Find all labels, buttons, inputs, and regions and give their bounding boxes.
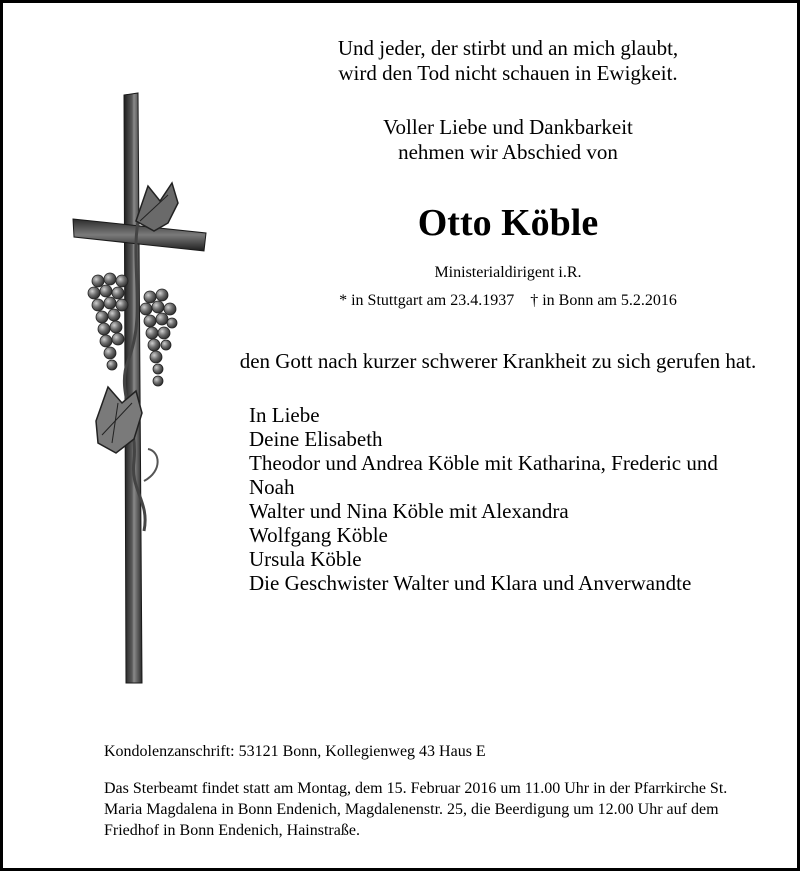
family-line: Noah — [249, 475, 295, 499]
family-line: Walter und Nina Köble mit Alexandra — [249, 499, 569, 523]
family-line: Wolfgang Köble — [249, 523, 388, 547]
deceased-title: Ministerialdirigent i.R. — [434, 264, 582, 281]
family-line: In Liebe — [249, 403, 320, 427]
verse-line-1: Und jeder, der stirbt und an mich glaubt, — [337, 36, 679, 60]
deceased-name: Otto Köble — [417, 202, 599, 244]
verse-line-2: wird den Tod nicht schauen in Ewigkeit. — [338, 61, 678, 85]
funeral-line-3: Friedhof in Bonn Endenich, Hainstraße. — [104, 822, 360, 839]
funeral-info — [104, 778, 764, 841]
family-list — [249, 403, 769, 595]
family-line: Die Geschwister Walter und Klara und Anverwandte — [249, 571, 692, 595]
farewell-line-1: Voller Liebe und Dankbarkeit — [383, 115, 633, 139]
farewell-line-2: nehmen wir Abschied von — [398, 140, 618, 164]
cross-with-grapevine-icon — [68, 91, 228, 686]
family-line: Deine Elisabeth — [249, 427, 383, 451]
condolence-address: Kondolenzanschrift: 53121 Bonn, Kollegienweg 43 Haus E — [104, 743, 486, 760]
death-date: † in Bonn am 5.2.2016 — [530, 292, 677, 309]
family-line: Ursula Köble — [249, 547, 362, 571]
funeral-line-1: Das Sterbeamt findet statt am Montag, dem 15. Februar 2016 um 11.00 Uhr in der Pfarrkirche St. — [104, 780, 728, 797]
birth-date: * in Stuttgart am 23.4.1937 — [339, 292, 515, 309]
bible-verse — [303, 36, 713, 86]
family-line: Theodor und Andrea Köble mit Katharina, Frederic und — [249, 451, 718, 475]
farewell-text — [303, 115, 713, 165]
called-home-text: den Gott nach kurzer schwerer Krankheit zu sich gerufen hat. — [239, 349, 757, 373]
life-dates — [243, 291, 773, 311]
funeral-line-2: Maria Magdalena in Bonn Endenich, Magdalenenstr. 25, die Beerdigung um 12.00 Uhr auf dem — [104, 801, 719, 818]
